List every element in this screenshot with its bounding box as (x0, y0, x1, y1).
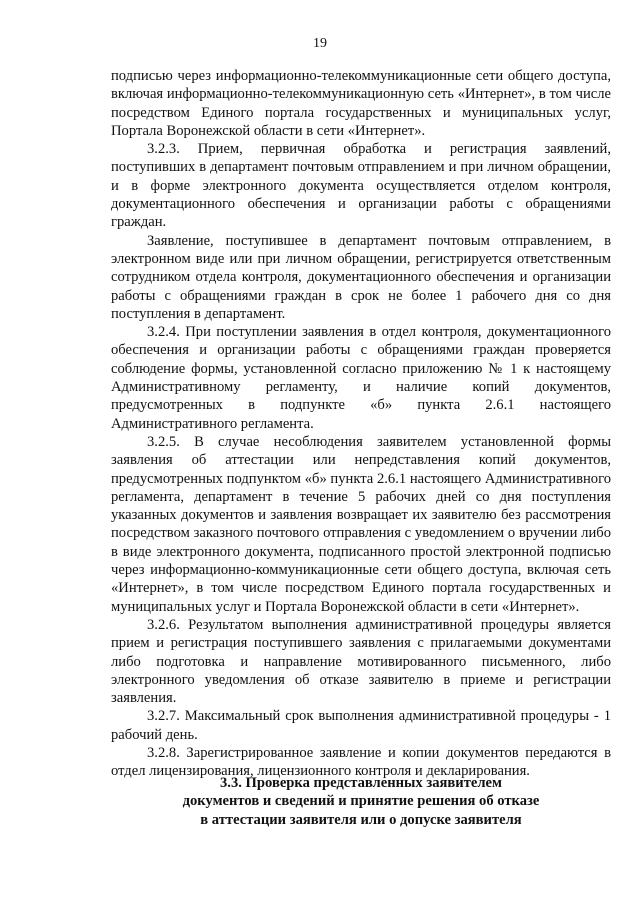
paragraph: 3.2.6. Результатом выполнения административной процедуры является прием и регистрация поступившего заявления с прилагаемыми документами либо подготовка и направление мотивированного письменного, либо электронного уведомления об отказе заявителю в приеме и регистрации заявления. (111, 616, 611, 707)
paragraph: 3.2.8. Зарегистрированное заявление и копии документов передаются в отдел лицензирования, лицензионного контроля и декларирования. (111, 744, 611, 780)
section-heading-line: в аттестации заявителя или о допуске заявителя (200, 811, 522, 828)
paragraph: 3.2.4. При поступлении заявления в отдел контроля, документационного обеспечения и организации работы с обращениями граждан проверяется соблюдение формы, установленной согласно приложению № 1 к настоящему Административному регламенту, и наличие копий документов, предусмотренных в подпункте «б» пункта 2.6.1 настоящего Административного регламента. (111, 324, 611, 432)
paragraph: 3.2.3. Прием, первичная обработка и регистрация заявлений, поступивших в департамент почтовым отправлением и при личном обращении, и в форме электронного документа осуществляется отделом контроля, документационного обеспечения и организации работы с обращениями граждан. (111, 141, 611, 231)
section-heading (111, 774, 611, 829)
document-body (111, 67, 611, 781)
paragraph: 3.2.5. В случае несоблюдения заявителем установленной формы заявления об аттестации или непредставления копий документов, предусмотренных подпунктом «б» пункта 2.6.1 настоящего Административного регламента, департамент в течение 5 рабочих дней со дня поступления указанных документов и заявления возвращает их заявителю без рассмотрения посредством заказного почтового отправления с уведомлением о вручении либо в виде электронного документа, подписанного простой электронной подписью через информационно-коммуникационные сети общего доступа, включая сеть «Интернет», в том числе посредством Единого портала государственных и муниципальных услуг и Портала Воронежской области в сети «Интернет». (111, 433, 611, 615)
section-heading-line: документов и сведений и принятие решения об отказе (182, 793, 540, 810)
page-number: 19 (313, 36, 327, 51)
paragraph: подписью через информационно-телекоммуникационные сети общего доступа, включая информационно-телекоммуникационную сеть «Интернет», в том числе посредством Единого портала государственных и муниципальных услуг, Портала Воронежской области в сети «Интернет». (111, 68, 611, 139)
section-heading-line: 3.3. Проверка представленных заявителем (220, 775, 502, 791)
paragraph: Заявление, поступившее в департамент почтовым отправлением, в электронном виде или при личном обращении, регистрируется ответственным сотрудником отдела контроля, документационного обеспечения и организации работы с обращениями граждан в срок не более 1 рабочего дня со дня поступления в департамент. (111, 232, 611, 322)
paragraph: 3.2.7. Максимальный срок выполнения административной процедуры - 1 рабочий день. (111, 708, 611, 743)
